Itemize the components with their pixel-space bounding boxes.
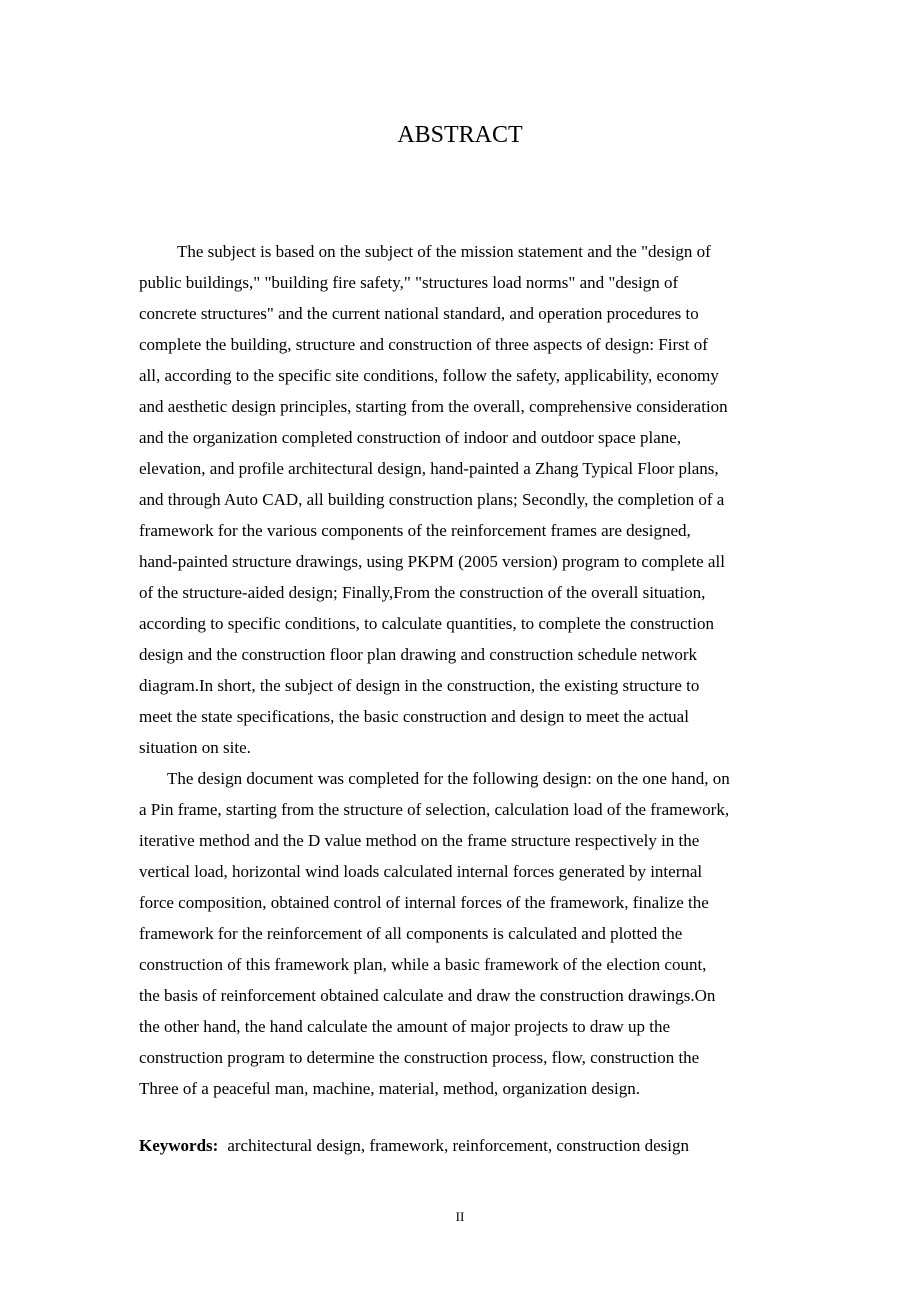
text-line: concrete structures" and the current national standard, and operation procedures to	[139, 304, 699, 323]
text-line: diagram.In short, the subject of design in the construction, the existing structure to	[139, 676, 700, 695]
text-line: Three of a peaceful man, machine, material, method, organization design.	[139, 1079, 640, 1098]
text-line: design and the construction floor plan drawing and construction schedule network	[139, 645, 698, 664]
text-line: situation on site.	[139, 738, 251, 757]
text-line: The design document was completed for the following design: on the one hand, on	[167, 769, 730, 788]
text-line: and through Auto CAD, all building construction plans; Secondly, the completion of a	[139, 490, 725, 509]
keywords-label: Keywords:	[139, 1136, 219, 1155]
text-line: all, according to the specific site conditions, follow the safety, applicability, economy	[139, 366, 719, 385]
text-line: framework for the various components of the reinforcement frames are designed,	[139, 521, 691, 540]
text-line: hand-painted structure drawings, using PKPM (2005 version) program to complete all	[139, 552, 725, 571]
paragraph-1	[139, 236, 784, 763]
text-line: construction of this framework plan, while a basic framework of the election count,	[139, 955, 707, 974]
text-line: force composition, obtained control of internal forces of the framework, finalize the	[139, 893, 709, 912]
text-line: according to specific conditions, to calculate quantities, to complete the construction	[139, 614, 714, 633]
text-line: iterative method and the D value method on the frame structure respectively in the	[139, 831, 700, 850]
text-line: the other hand, the hand calculate the amount of major projects to draw up the	[139, 1017, 671, 1036]
text-line: a Pin frame, starting from the structure of selection, calculation load of the framework,	[139, 800, 730, 819]
text-line: and the organization completed construction of indoor and outdoor space plane,	[139, 428, 682, 447]
text-line: meet the state specifications, the basic construction and design to meet the actual	[139, 707, 689, 726]
page-number: II	[455, 1209, 465, 1224]
text-line: of the structure-aided design; Finally,From the construction of the overall situation,	[139, 583, 706, 602]
text-line: public buildings," "building fire safety," "structures load norms" and "design of	[139, 273, 679, 292]
text-line: construction program to determine the construction process, flow, construction the	[139, 1048, 700, 1067]
text-line: the basis of reinforcement obtained calculate and draw the construction drawings.On	[139, 986, 716, 1005]
keywords-line	[139, 1130, 689, 1161]
text-line: elevation, and profile architectural design, hand-painted a Zhang Typical Floor plans,	[139, 459, 719, 478]
text-line: The subject is based on the subject of the mission statement and the "design of	[177, 242, 711, 261]
text-line: vertical load, horizontal wind loads calculated internal forces generated by internal	[139, 862, 703, 881]
paragraph-2	[139, 763, 784, 1104]
page-title: ABSTRACT	[397, 122, 523, 148]
text-line: framework for the reinforcement of all components is calculated and plotted the	[139, 924, 683, 943]
keywords-text: architectural design, framework, reinforcement, construction design	[227, 1136, 689, 1155]
text-line: and aesthetic design principles, starting from the overall, comprehensive consideration	[139, 397, 728, 416]
abstract-body	[139, 236, 784, 1104]
text-line: complete the building, structure and construction of three aspects of design: First of	[139, 335, 708, 354]
